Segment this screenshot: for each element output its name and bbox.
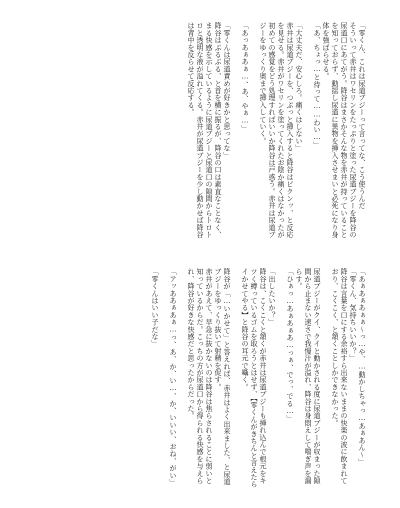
paragraph: 「零くんは尿道責めが好きかと思ってな」 bbox=[223, 22, 231, 159]
paragraph: 尿道ブジーがクイ、クイと動かされる度に尿道ブジーが収まった隙間から止まない速さで我慢汁が溢れ、降谷は身悶えして喘ぎ声を漏らす。 bbox=[295, 268, 321, 484]
paragraph: そういって赤井はワセリンをたっぷりと塗った尿道ブジーを降谷の尿道口にあてがう。降谷はまさかそんな物を赤井が持っていることを知っておらず、動揺し尿道に異物を挿入させまいと必死になり身体を強ばらせる。 bbox=[322, 22, 357, 238]
paragraph: 「あ、ちょっ…と待って……わい…」 bbox=[313, 22, 321, 149]
paragraph: 降谷はぶるぶる、と首を横に振るが、降谷の口は素直なことなく、まる快感を示しているように尿道ブジーと尿道口の隙間からトロトロと透明な液が溢れてくる。赤井が尿道ブジーを少し動かせば降谷は背中を反らせて反応する。 bbox=[187, 22, 222, 238]
paragraph: 「零くん、気持ちいいか？」 bbox=[349, 268, 357, 362]
paragraph: 赤井は尿道ブジーを、つぷっと挿入すると降谷はビクンッ、と反応を見せる。赤井がワセリンを塗ってくれたお陰か痛くはなかったが初めての感覚をどう処理すればいいか降谷は戸惑う。赤井は尿道ブジーをゆっくり奥まで挿入していく。 bbox=[259, 22, 294, 238]
paragraph: 赤井があえて、早急に抜かないのは降谷は焦らされることに弱いと知っているからだ。こっちの方が尿道口から得られる快感を与えられ、降谷が好きな快感だと思ったからだった。 bbox=[187, 268, 213, 484]
lower-text-block bbox=[34, 268, 366, 488]
paragraph: 降谷は、こくこくと頷くが赤井は尿道ブジーも挿れ込んで根元をキツく縛っているゴムを取ろうとはせず、【零くんがきちんと言えたらイかせてやる】と降谷の耳元で囁く。 bbox=[241, 268, 267, 488]
paragraph: 「あぁあぁあぁぁ～っ…や、…動かしちゃっ…あぁあん～」 bbox=[358, 268, 366, 466]
paragraph: 「零くん、これは尿道ブジーって言ってな、こう使うんだ bbox=[358, 22, 366, 210]
paragraph: 「アッああぁあぁ…っ、あ、か、い…、か、いいい、おね、がい」 bbox=[169, 268, 177, 486]
paragraph: 降谷は言葉を口にする余裕すら出来ないままの快楽の波に飲まれており、こくこく、と頷くことしかできなかった。 bbox=[331, 268, 348, 484]
paragraph: 「大丈夫だ、安心しろ。痛くはしない」 bbox=[295, 22, 303, 152]
paragraph: 「零くんはいい子だな」 bbox=[151, 268, 159, 348]
paragraph: 「ひぁっ…あぁあぁあ…っぁ、でっ、でる…」 bbox=[286, 268, 294, 423]
paragraph: 「出したいか？」 bbox=[268, 268, 276, 326]
upper-text-block bbox=[34, 22, 366, 242]
paragraph: 降谷が「…いかせて」と答えれば、赤井はよく出来ました、と尿道ブジーをゆっくり抜いて射精を促す。 bbox=[214, 268, 231, 485]
paragraph: 「あっあぁあぁ…、あ、やぁ…」 bbox=[241, 22, 249, 132]
